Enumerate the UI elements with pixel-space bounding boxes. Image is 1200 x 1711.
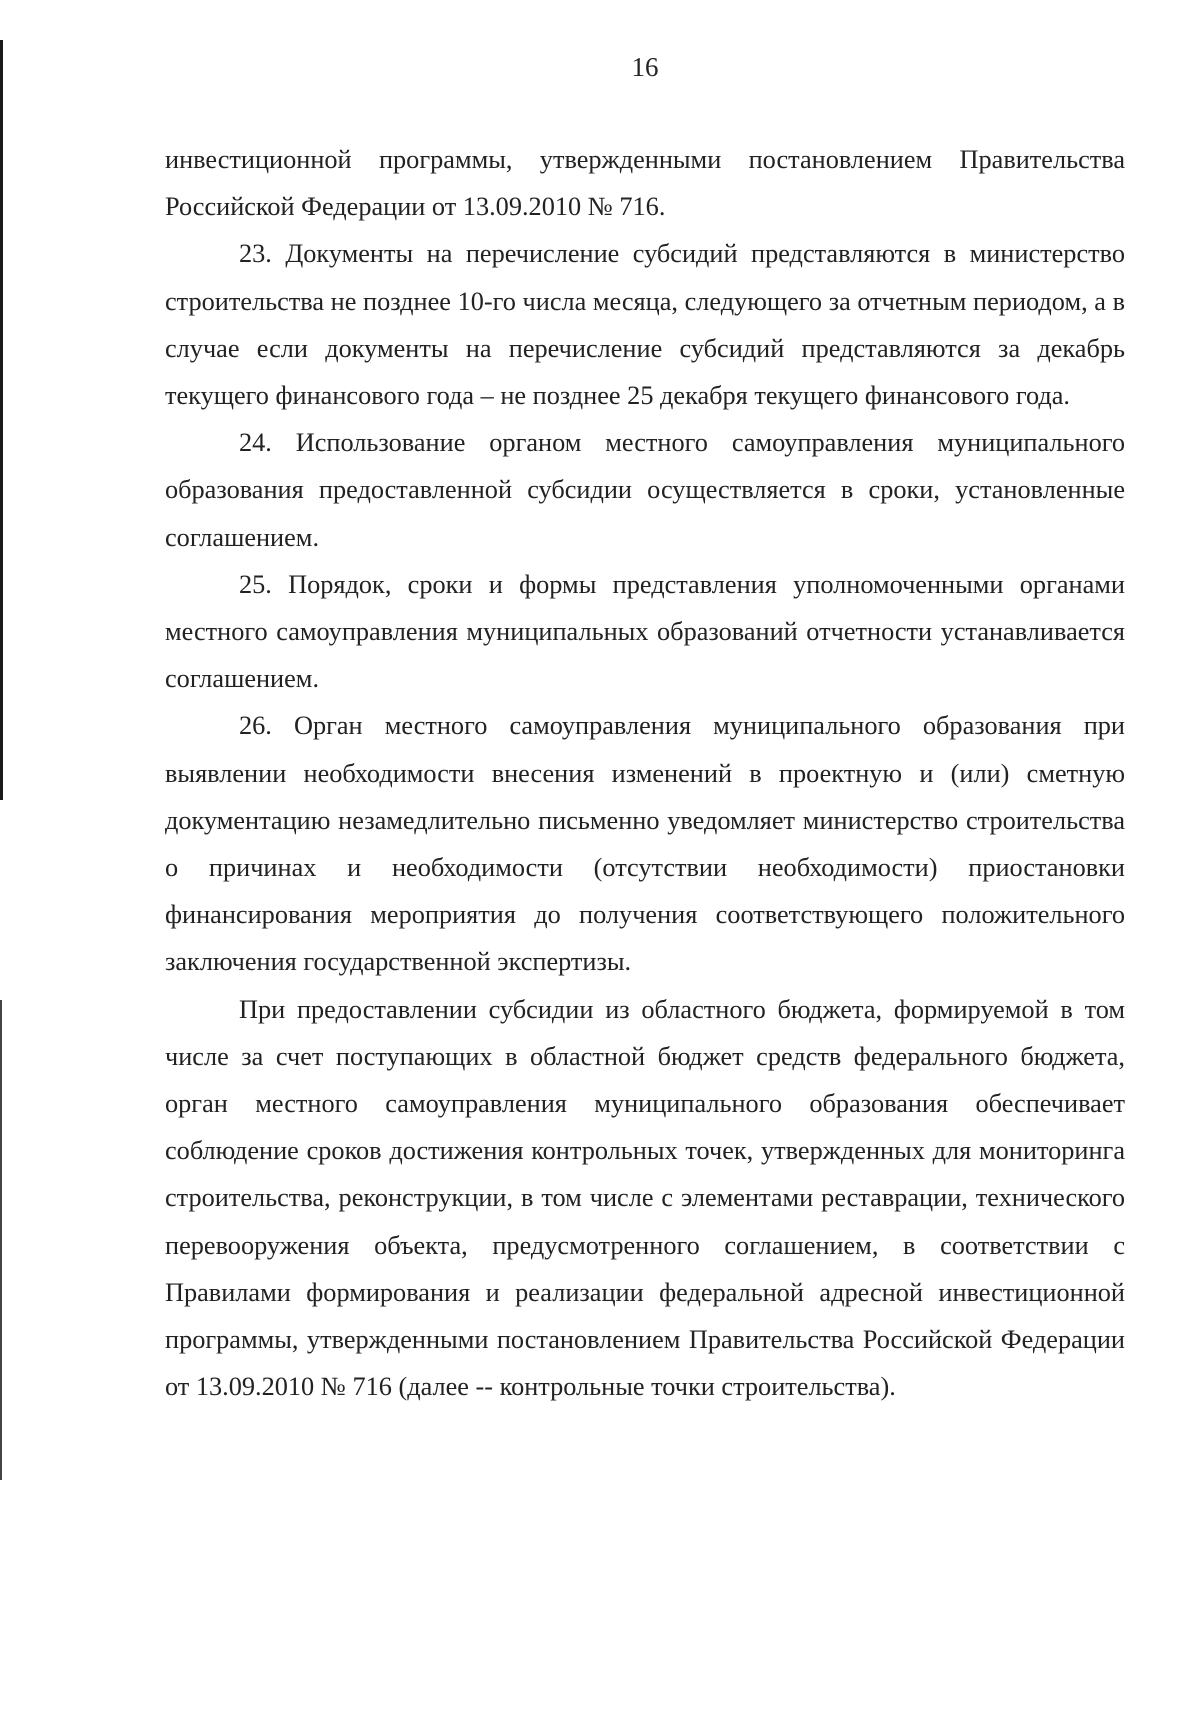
- paragraph-26-subsidy: При предоставлении субсидии из областного бюджета, формируемой в том числе за счет поступающих в областной бюджет средств федерального бюджета, орган местного самоуправления муниципального образования обеспечивает соблюдение сроков достижения контрольных точек, утвержденных для мониторинга строительства, реконструкции, в том числе с элементами реставрации, технического перевооружения объекта, предусмотренного соглашением, в соответствии с Правилами формирования и реализации федеральной адресной инвестиционной программы, утвержденными постановлением Правительства Российской Федерации от 13.09.2010 № 716 (далее -- контрольные точки строительства).: [165, 994, 1125, 1402]
- paragraph-23: 23. Документы на перечисление субсидий представляются в министерство строительства не позднее 10-го числа месяца, следующего за отчетным периодом, а в случае если документы на перечисление субсидий представляются за декабрь текущего финансового года – не позднее 25 декабря текущего финансового года.: [165, 239, 1125, 411]
- document-body: [165, 136, 1125, 1410]
- paragraph-continuation: инвестиционной программы, утвержденными постановлением Правительства Российской Федерации от 13.09.2010 № 716.: [165, 145, 1125, 222]
- paragraph-26: 26. Орган местного самоуправления муниципального образования при выявлении необходимости внесения изменений в проектную и (или) сметную документацию незамедлительно письменно уведомляет министерство строительства о причинах и необходимости (отсутствии необходимости) приостановки финансирования мероприятия до получения соответствующего положительного заключения государственной экспертизы.: [165, 711, 1125, 977]
- paragraph-25: 25. Порядок, сроки и формы представления уполномоченными органами местного самоуправления муниципальных образований отчетности устанавливается соглашением.: [165, 569, 1125, 694]
- scan-edge: [0, 40, 3, 800]
- page-number: 16: [631, 52, 659, 82]
- paragraph-24: 24. Использование органом местного самоуправления муниципального образования предоставленной субсидии осуществляется в сроки, установленные соглашением.: [165, 428, 1125, 552]
- scan-edge-lower: [0, 1000, 2, 1480]
